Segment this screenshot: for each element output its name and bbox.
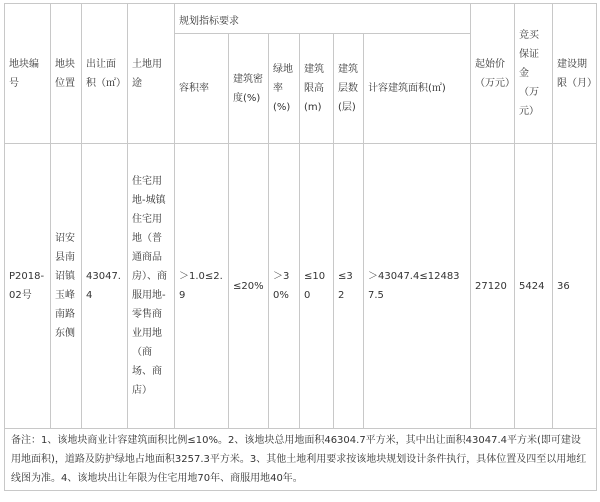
cell-floors: ≤32 bbox=[334, 144, 364, 429]
header-density: 建筑密度(%) bbox=[229, 34, 269, 144]
header-row-1 bbox=[5, 4, 597, 34]
header-start-price: 起始价（万元） bbox=[471, 4, 515, 144]
header-period: 建设期限（月） bbox=[553, 4, 597, 144]
header-height: 建筑限高(m) bbox=[300, 34, 334, 144]
land-parcel-table bbox=[4, 3, 597, 491]
cell-density: ≤20% bbox=[229, 144, 269, 429]
cell-height: ≤100 bbox=[300, 144, 334, 429]
cell-area: 43047.4 bbox=[82, 144, 128, 429]
cell-gfa: ＞43047.4≤124837.5 bbox=[364, 144, 471, 429]
table-note: 备注：1、该地块商业计容建筑面积比例≤10%。2、该地块总用地面积46304.7平方米，其中出让面积43047.4平方米(即可建设用地面积)，道路及防护绿地占地面积3257.3平方米。3、其他土地利用要求按该地块规划设计条件执行，具体位置及四至以用地红线图为准。4、该地块出让年限为住宅用地70年、商服用地40年。 bbox=[5, 429, 597, 491]
cell-parcel-no: P2018-02号 bbox=[5, 144, 51, 429]
header-gfa: 计容建筑面积(㎡) bbox=[364, 34, 471, 144]
header-floors: 建筑层数(层) bbox=[334, 34, 364, 144]
header-land-use: 土地用途 bbox=[128, 4, 175, 144]
cell-location: 诏安县南诏镇玉峰南路东侧 bbox=[51, 144, 82, 429]
header-green: 绿地率(%) bbox=[269, 34, 300, 144]
land-auction-document bbox=[4, 3, 596, 491]
cell-far: ＞1.0≤2.9 bbox=[175, 144, 229, 429]
note-row bbox=[5, 429, 597, 491]
cell-period: 36 bbox=[553, 144, 597, 429]
header-far: 容积率 bbox=[175, 34, 229, 144]
header-deposit: 竞买保证金（万元） bbox=[515, 4, 553, 144]
table-row bbox=[5, 144, 597, 429]
header-location: 地块位置 bbox=[51, 4, 82, 144]
cell-land-use: 住宅用地-城镇住宅用地（普通商品房）、商服用地-零售商业用地（商场、商店） bbox=[128, 144, 175, 429]
header-area: 出让面积（㎡） bbox=[82, 4, 128, 144]
cell-deposit: 5424 bbox=[515, 144, 553, 429]
header-planning-group: 规划指标要求 bbox=[175, 4, 471, 34]
header-parcel-no: 地块编号 bbox=[5, 4, 51, 144]
cell-start-price: 27120 bbox=[471, 144, 515, 429]
cell-green: ＞30% bbox=[269, 144, 300, 429]
